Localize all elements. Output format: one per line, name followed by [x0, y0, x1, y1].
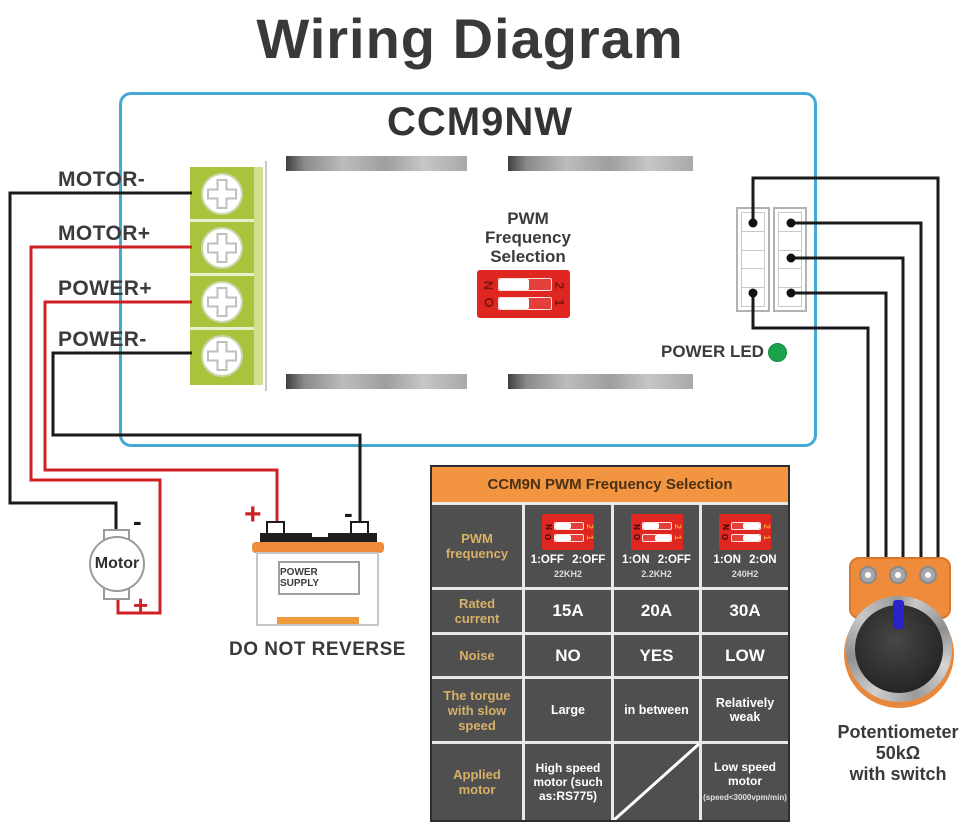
dip-slider-2[interactable] — [498, 278, 552, 291]
dip-switch-icon: N O 2 1 — [542, 514, 594, 550]
screw-terminal-icon — [200, 334, 244, 378]
motor: Motor — [89, 536, 145, 592]
terminal-separator — [190, 273, 254, 276]
dip-switch[interactable]: N O 2 1 — [477, 270, 570, 318]
screw-terminal-icon — [200, 280, 244, 324]
screw-terminal-icon — [200, 226, 244, 270]
row-label: Applied motor — [432, 744, 522, 820]
motor-plus-sign: + — [133, 590, 149, 620]
pot-label: Potentiometer 50kΩ with switch — [837, 722, 959, 784]
heatsink-bar — [286, 374, 467, 389]
pot-terminal — [919, 566, 937, 584]
power-led-label: POWER LED — [661, 342, 764, 361]
diagonal-line — [614, 744, 699, 820]
table-cell: NO — [525, 635, 611, 676]
terminal-separator — [190, 219, 254, 222]
battery-bottom-strip — [277, 617, 359, 624]
pot-knob-indicator — [893, 600, 904, 629]
spec-table-title: CCM9N PWM Frequency Selection — [432, 467, 788, 505]
table-cell: YES — [614, 635, 699, 676]
page-title: Wiring Diagram — [256, 7, 684, 70]
row-label: Noise — [432, 635, 522, 676]
table-cell: in between — [614, 679, 699, 741]
dip-switch-icon: N O 2 1 — [631, 514, 683, 550]
dip-switch-icon: N O 2 1 — [719, 514, 771, 550]
table-cell: 20A — [614, 590, 699, 632]
table-cell-dip-1: N O 2 1 1:OFF 2:OFF 22KH2 — [525, 505, 611, 587]
terminal-block-edge — [254, 167, 263, 385]
table-cell: High speed motor (such as:RS775) — [525, 744, 611, 820]
heatsink-bar — [508, 156, 693, 171]
heatsink-bar — [508, 374, 693, 389]
connector-right — [773, 207, 807, 312]
heatsink-bar — [286, 156, 467, 171]
terminal-label-power-minus: POWER- — [58, 328, 147, 351]
table-cell: Large — [525, 679, 611, 741]
battery-minus-sign: - — [344, 498, 353, 528]
terminal-label-power-plus: POWER+ — [58, 277, 152, 300]
screw-terminal-icon — [200, 172, 244, 216]
table-cell: 30A — [702, 590, 788, 632]
terminal-separator — [190, 327, 254, 330]
row-label: Rated current — [432, 590, 522, 632]
motor-minus-sign: - — [133, 506, 142, 536]
pot-terminal — [859, 566, 877, 584]
terminal-label-motor-minus: MOTOR- — [58, 168, 146, 191]
pot-terminal — [889, 566, 907, 584]
table-cell: 15A — [525, 590, 611, 632]
table-cell: Relatively weak — [702, 679, 788, 741]
battery-plus-sign: + — [244, 498, 262, 531]
power-led-icon — [768, 343, 787, 362]
table-cell-empty — [614, 744, 699, 820]
table-cell-dip-2: N O 2 1 1:ON 2:OFF 2.2KH2 — [614, 505, 699, 587]
row-label: PWM frequency — [432, 505, 522, 587]
table-cell: LOW — [702, 635, 788, 676]
terminal-label-motor-plus: MOTOR+ — [58, 222, 151, 245]
table-cell: Low speed motor (speed<3000vpm/min) — [702, 744, 788, 820]
power-supply-label: POWER SUPPLY — [278, 561, 360, 595]
battery-terminal-notch — [312, 533, 328, 537]
table-cell-dip-3: N O 2 1 1:ON 2:ON 240H2 — [702, 505, 788, 587]
dip-slider-1[interactable] — [498, 297, 552, 310]
board-model-label: CCM9NW — [387, 100, 573, 144]
do-not-reverse-warning: DO NOT REVERSE — [229, 639, 406, 660]
connector-left — [736, 207, 770, 312]
spec-table — [430, 465, 790, 822]
row-label: The torgue with slow speed — [432, 679, 522, 741]
pwm-selection-label: PWM Frequency Selection — [485, 209, 571, 266]
terminal-block-outline — [265, 161, 267, 391]
